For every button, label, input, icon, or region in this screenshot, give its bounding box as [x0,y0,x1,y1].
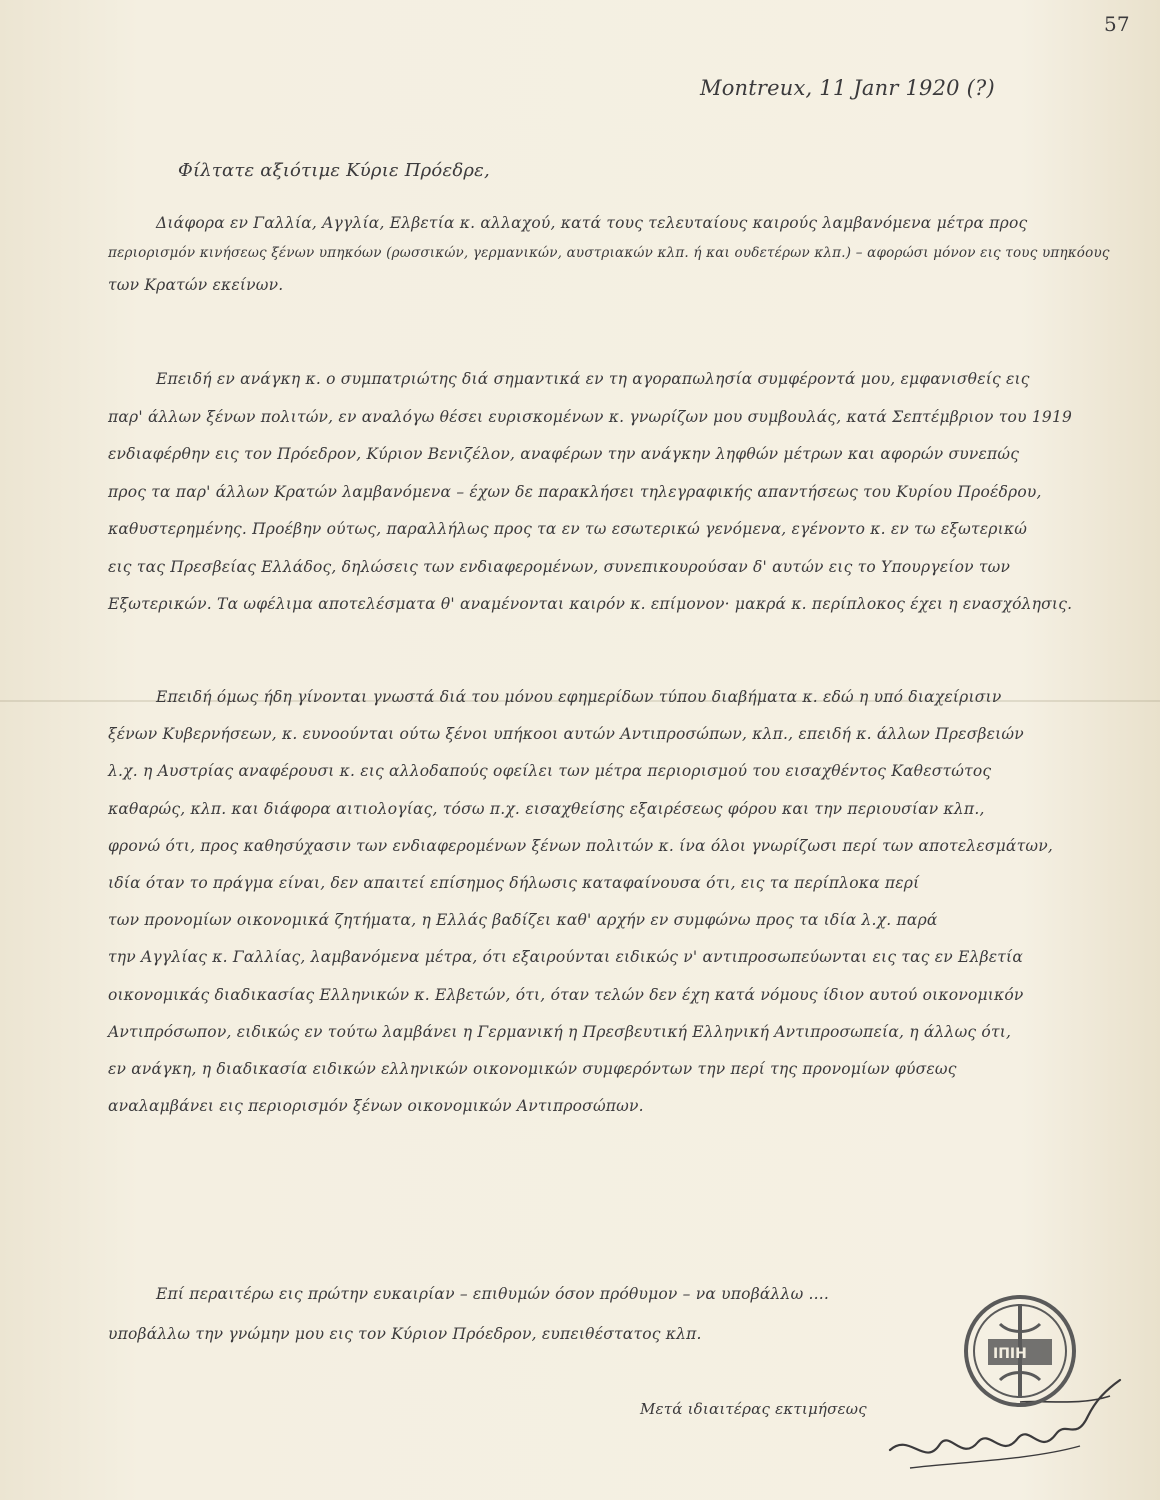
letter-line: εις τας Πρεσβείας Ελλάδος, δηλώσεις των ενδιαφερομένων, συνεπικουρούσαν δ' αυτών εις το Υπουργείον των [108,557,1011,576]
letter-line: εν ανάγκη, η διαδικασία ειδικών ελληνικών οικονομικών συμφερόντων την περί της προνομίων φύσεως [108,1060,957,1078]
letter-line: Αντιπρόσωπον, ειδικώς εν τούτω λαμβάνει η Γερμανική η Πρεσβευτική Ελληνική Αντιπροσωπεία, η άλλως ότι, [108,1022,1012,1041]
archive-seal [963,1294,1077,1408]
letter-line: ξένων Κυβερνήσεων, κ. ευνοούνται ούτω ξένοι υπήκοοι αυτών Αντιπροσώπων, κλπ., επειδή κ. άλλων Πρεσβειών [108,725,1024,744]
letter-line: περιορισμόν κινήσεως ξένων υπηκόων (ρωσσικών, γερμανικών, αυστριακών κλπ. ή και ουδετέρων κλπ.) – αφορώσι μόνον εις τους υπηκόους [108,245,1110,262]
letter-line: την Αγγλίας κ. Γαλλίας, λαμβανόμενα μέτρα, ότι εξαιρούνται ειδικώς ν' αντιπροσωπεύωνται εις τας εν Ελβετία [108,948,1023,967]
letter-line: αναλαμβάνει εις περιορισμόν ξένων οικονομικών Αντιπροσώπων. [108,1097,644,1116]
letter-line: καθαρώς, κλπ. και διάφορα αιτιολογίας, τόσω π.χ. εισαχθείσης εξαιρέσεως φόρου και την περιουσίαν κλπ., [108,799,985,818]
letter-line: λ.χ. η Αυστρίας αναφέρουσι κ. εις αλλοδαπούς οφείλει των μέτρα περιορισμού του εισαχθέντος Καθεστώτος [108,762,992,781]
letter-line: των Κρατών εκείνων. [108,276,284,295]
letter-line: υποβάλλω την γνώμην μου εις τον Κύριον Πρόεδρον, ευπειθέστατος κλπ. [108,1325,702,1343]
salutation: Φίλτατε αξιότιμε Κύριε Πρόεδρε, [178,160,490,181]
letter-line: καθυστερημένης. Προέβην ούτως, παραλλήλως προς τα εν τω εσωτερικώ γενόμενα, εγένοντο κ. εν τω εξωτερικώ [108,520,1028,538]
letter-line: παρ' άλλων ξένων πολιτών, εν αναλόγω θέσει ευρισκομένων κ. γνωρίζων μου συμβουλάς, κατά Σεπτέμβριον του 1919 [108,407,1073,426]
dateline: Montreux, 11 Janr 1920 (?) [700,76,995,100]
letter-line: Επειδή εν ανάγκη κ. ο συμπατριώτης διά σημαντικά εν τη αγοραπωλησία συμφέροντά μου, εμφανισθείς εις [156,370,1030,388]
letter-line: Επειδή όμως ήδη γίνονται γνωστά διά του μόνου εφημερίδων τύπου διαβήματα κ. εδώ η υπό διαχείρισιν [156,688,1002,706]
letter-line: των προνομίων οικονομικά ζητήματα, η Ελλάς βαδίζει καθ' αρχήν εν συμφώνω προς τα ιδία λ.χ. παρά [108,911,938,930]
letter-line: Διάφορα εν Γαλλία, Αγγλία, Ελβετία κ. αλλαχού, κατά τους τελευταίους καιρούς λαμβανόμενα μέτρα προς [156,214,1028,232]
letter-line: Εξωτερικών. Τα ωφέλιμα αποτελέσματα θ' αναμένονται καιρόν κ. επίμονον· μακρά κ. περίπλοκος έχει η ενασχόλησις. [108,595,1073,613]
letter-line: ιδία όταν το πράγμα είναι, δεν απαιτεί επίσημος δήλωσις καταφαίνουσα ότι, εις τα περίπλοκα περί [108,874,920,892]
letter-line: Επί περαιτέρω εις πρώτην ευκαιρίαν – επιθυμών όσον πρόθυμον – να υποβάλλω .... [156,1285,830,1303]
closing-formula: Μετά ιδιαιτέρας εκτιμήσεως [640,1400,867,1418]
letter-line: φρονώ ότι, προς καθησύχασιν των ενδιαφερομένων ξένων πολιτών κ. ίνα όλοι γνωρίζωσι περί των αποτελεσμάτων, [108,836,1053,855]
letter-line: ενδιαφέρθην εις τον Πρόεδρον, Κύριον Βενιζέλον, αναφέρων την ανάγκην ληφθών μέτρων και αφορών συνεπώς [108,445,1020,463]
svg-text:ΙΠΙΗ: ΙΠΙΗ [993,1346,1027,1362]
letter-line: οικονομικάς διαδικασίας Ελληνικών κ. Ελβετών, ότι, όταν τελών δεν έχη κατά νόμους ίδιον αυτού οικονομικόν [108,985,1024,1004]
signature-text: Ν. Καλογερόπουλος [900,1442,911,1443]
letter-line: προς τα παρ' άλλων Κρατών λαμβανόμενα – έχων δε παρακλήσει τηλεγραφικής απαντήσεως του Κυρίου Προέδρου, [108,482,1042,501]
page-number: 57 [1104,12,1130,36]
